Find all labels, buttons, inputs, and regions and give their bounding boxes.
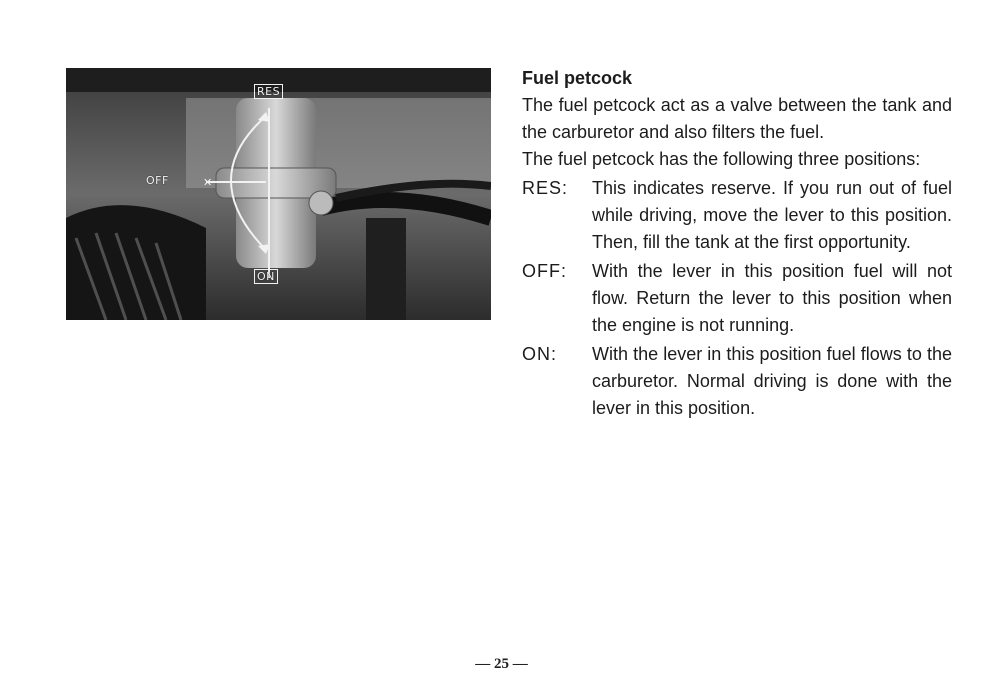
fuel-petcock-section (522, 66, 952, 422)
position-description: With the lever in this position fuel will not flow. Return the lever to this position when the engine is not running. (592, 261, 952, 335)
petcock-illustration (66, 68, 491, 320)
position-res (522, 175, 952, 256)
off-label: OFF (146, 174, 169, 187)
positions-intro: The fuel petcock has the following three positions: (522, 149, 921, 169)
section-title: Fuel petcock (522, 68, 633, 88)
fuel-petcock-photo (66, 68, 491, 320)
position-description: With the lever in this position fuel flows to the carburetor. Normal driving is done with the lever in this position. (592, 344, 952, 418)
position-key: ON: (522, 344, 558, 364)
res-label: RES (254, 84, 283, 99)
on-label: ON (254, 269, 278, 284)
page-number: — 25 — (475, 656, 528, 672)
position-description: This indicates reserve. If you run out of fuel while driving, move the lever to this position. Then, fill the tank at the first opportunity. (592, 178, 952, 252)
position-key: OFF: (522, 261, 567, 281)
svg-text:✕: ✕ (203, 176, 213, 189)
position-key: RES: (522, 178, 569, 198)
position-off (522, 258, 952, 339)
position-on (522, 341, 952, 422)
intro-paragraph: The fuel petcock act as a valve between the tank and the carburetor and also filters the fuel. (522, 95, 952, 142)
